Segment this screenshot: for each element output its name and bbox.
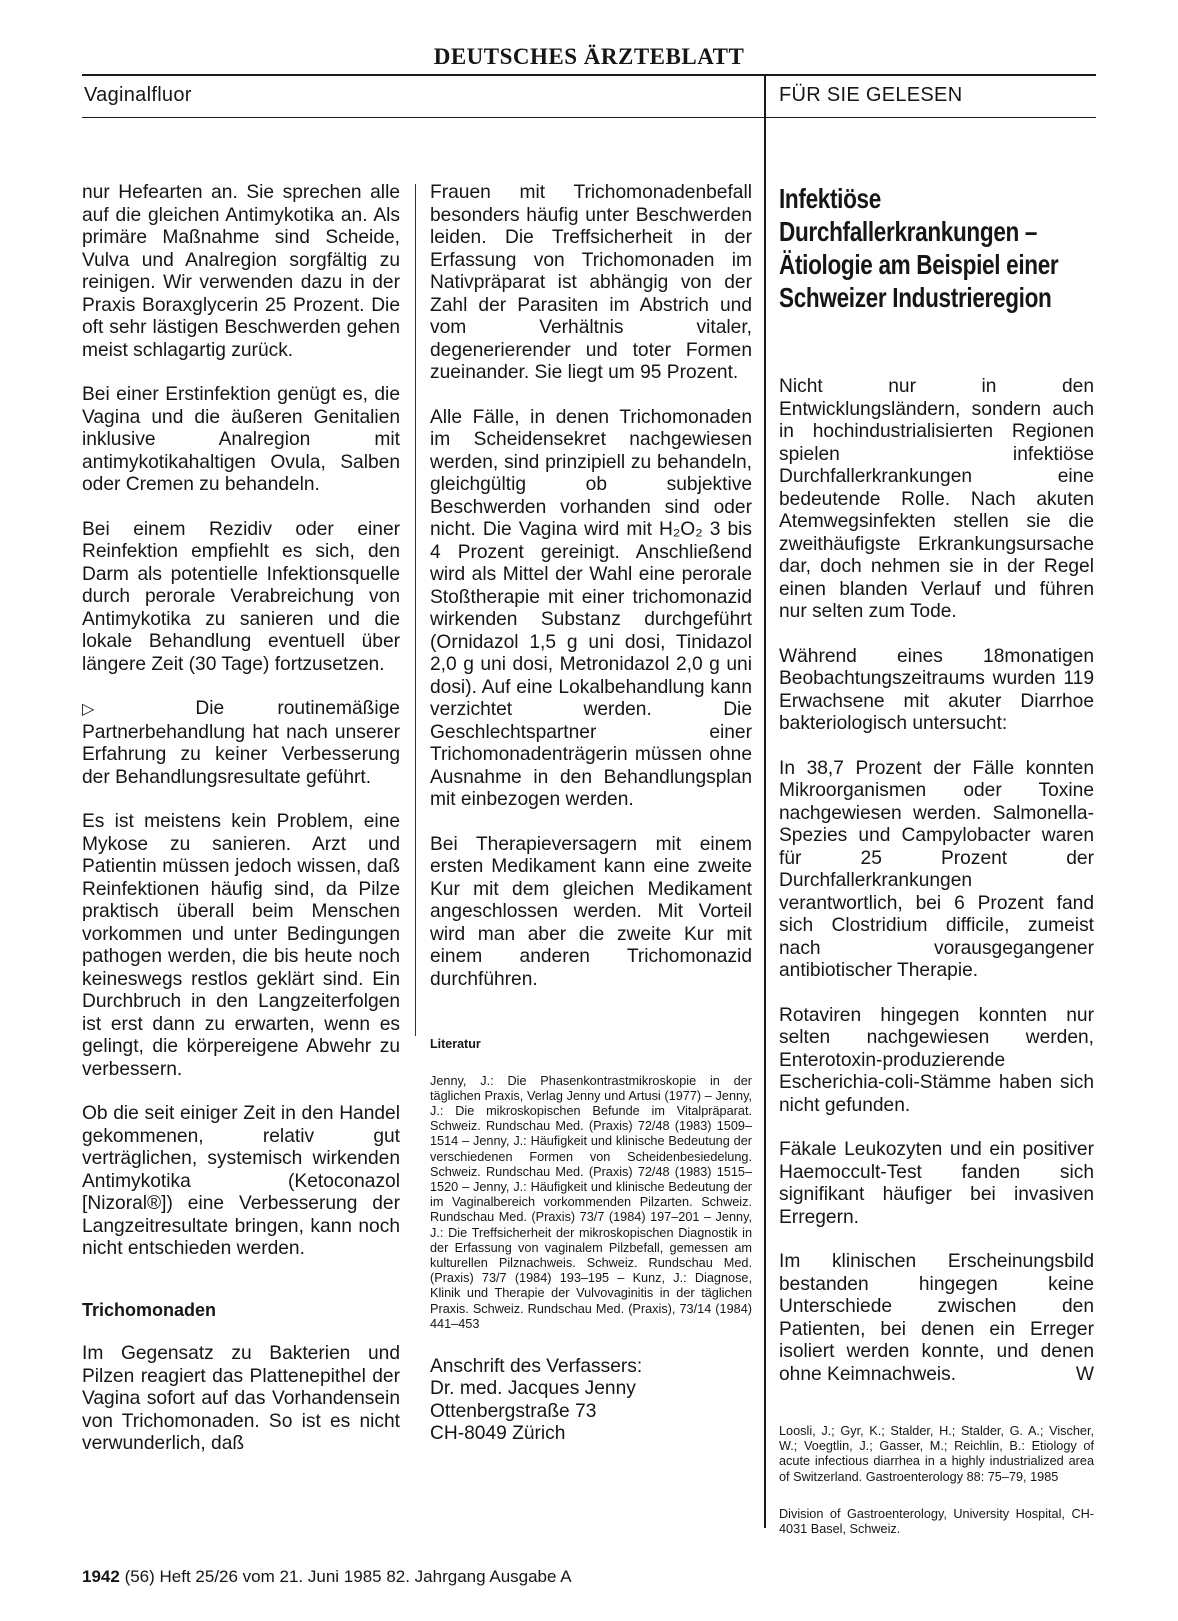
paragraph-text: 3 bis 4 Prozent gereinigt. Anschließend wird als Mittel der Wahl eine perorale Stoßtherapie mit einer trichomonazid wirkenden Substanz durchgeführt (Ornidazol 1,5 g uni dosi, Tinidazol 2,0 g uni dosi, Metronidazol 2,0 g uni dosi). Auf eine Lokalbehandlung kann verzichtet werden. Die Geschlechtspartner einer Trichomonadenträgerin müssen ohne Ausnahme in den Behandlungsplan mit einbezogen werden. [430, 519, 752, 810]
paragraph: nur Hefearten an. Sie sprechen alle auf die gleichen Antimykotika an. Als primäre Maßnahme sind Scheide, Vulva und Analregion sorgfältig zu reinigen. Wir verwenden dazu in der Praxis Boraxglycerin 25 Prozent. Die oft sehr lästigen Beschwerden gehen meist schlagartig zurück. [82, 182, 400, 361]
paragraph: Bei einer Erstinfektion genügt es, die Vagina und die äußeren Genitalien inklusive Analregion mit antimykotikahaltigen Ovula, Salben oder Cremen zu behandeln. [82, 384, 400, 495]
paragraph [779, 1251, 1094, 1386]
article-headline: Infektiöse Durchfallerkrankungen – Ätiologie am Beispiel einer Schweizer Industrieregion [779, 183, 1059, 313]
column-1 [82, 182, 400, 1478]
paragraph: In 38,7 Prozent der Fälle konnten Mikroorganismen oder Toxine nachgewiesen werden. Salmonella-Spezies und Campylobacter waren für 25 Prozent der Durchfallerkrankungen verantwortlich, bei 6 Prozent fand sich Clostridium difficile, zumeist nach vorausgegangener antibiotischer Therapie. [779, 757, 1094, 981]
literature-text: Jenny, J.: Die Phasenkontrastmikroskopie in der täglichen Praxis, Verlag Jenny und Artusi (1977) – Jenny, J.: Die mikroskopischen Befunde im Vitalpräparat. Schweiz. Rundschau Med. (Praxis) 72/48 (1983) 1509–1514 – Jenny, J.: Häufigkeit und klinische Bedeutung der verschiedenen Formen von Scheidenbesiedelung. Schweiz. Rundschau Med. (Praxis) 72/48 (1983) 1515–1520 – Jenny, J.: Häufigkeit und klinische Bedeutung der im Vaginalbereich vorkommenden Pilzarten. Schweiz. Rundschau Med. (Praxis) 73/7 (1984) 197–201 – Jenny, J.: Die Treffsicherheit der mikroskopischen Diagnostik in der Erfassung von vaginalem Pilzbefall, gemessen am kulturellen Pilznachweis. Schweiz. Rundschau Med. (Praxis) 73/7 (1984) 193–195 – Kunz, J.: Diagnose, Klinik und Therapie der Vulvovaginitis in der täglichen Praxis. Schweiz. Rundschau Med. (Praxis), 73/14 (1984) 441–453 [430, 1073, 752, 1331]
paragraph [430, 407, 752, 812]
triangle-bullet-icon: ▷ [82, 701, 143, 718]
address-line: CH-8049 Zürich [430, 1423, 566, 1445]
address-line: Anschrift des Verfassers: [430, 1355, 643, 1377]
paragraph: Fäkale Leukozyten und ein positiver Haemoccult-Test fanden sich signifikant häufiger bei invasiven Erregern. [779, 1139, 1094, 1228]
author-signature: W [1075, 1363, 1094, 1385]
paragraph: Nicht nur in den Entwicklungsländern, sondern auch in hochindustrialisierten Regionen spielen infektiöse Durchfallerkrankungen eine bedeutende Rolle. Nach akuten Atemwegsinfekten stellen sie die zweithäufigste Erkrankungsursache dar, doch nehmen sie in der Regel einen blanden Verlauf und führen nur selten zum Tode. [779, 376, 1094, 622]
paragraph: Rotaviren hingegen konnten nur selten nachgewiesen werden, Enterotoxin-produzierende Escherichia-coli-Stämme haben sich nicht gefunden. [779, 1004, 1094, 1116]
column-divider-main [764, 76, 766, 1528]
literature-heading: Literatur [430, 1037, 481, 1051]
paragraph: Bei Therapieversagern mit einem ersten Medikament kann eine zweite Kur mit dem gleichen Medikament angeschlossen werden. Mit Vorteil wird man aber die zweite Kur mit einem anderen Trichomonazid durchführen. [430, 833, 752, 990]
paragraph-bullet [82, 698, 400, 789]
author-address [430, 1356, 752, 1446]
page-footer [82, 1567, 572, 1587]
formula: H₂O₂ [659, 519, 703, 540]
column-3 [779, 182, 1094, 1559]
masthead-rule [82, 74, 1096, 76]
paragraph-text: Im klinischen Erscheinungsbild bestanden hingegen keine Unterschiede zwischen den Patienten, bei denen ein Erreger isoliert werden konnte, und denen ohne Keimnachweis. [779, 1251, 1094, 1385]
paragraph-text: Die routinemäßige Partnerbehandlung hat nach unserer Erfahrung zu keiner Verbesserung der Behandlungsresultate geführt. [82, 698, 400, 788]
subheading: Trichomonaden [82, 1299, 217, 1320]
address-line: Dr. med. Jacques Jenny [430, 1378, 636, 1400]
issue-info: (56) Heft 25/26 vom 21. Juni 1985 82. Jahrgang Ausgabe A [124, 1567, 572, 1586]
paragraph: Während eines 18monatigen Beobachtungszeitraums wurden 119 Erwachsene mit akuter Diarrhoe bakteriologisch untersucht: [779, 645, 1094, 734]
masthead: DEUTSCHES ÄRZTEBLATT [433, 44, 745, 69]
reference-text: Loosli, J.; Gyr, K.; Stalder, H.; Stalder, G. A.; Vischer, W.; Voegtlin, J.; Gasser, M.; Reichlin, B.: Etiology of acute infectious diarrhea in a highly industrialized area of Switzerland. Gastroenterology 88: 75–79, 1985 [779, 1424, 1094, 1484]
affiliation-text: Division of Gastroenterology, University Hospital, CH-4031 Basel, Schweiz. [779, 1506, 1094, 1537]
address-line: Ottenbergstraße 73 [430, 1400, 597, 1422]
paragraph: Ob die seit einiger Zeit in den Handel gekommenen, relativ gut verträglichen, systemisch wirkenden Antimykotika (Ketoconazol [Nizoral®]) eine Verbesserung der Langzeitresultate bringen, kann noch nicht entschieden werden. [82, 1103, 400, 1259]
section-rule [82, 117, 1096, 118]
column-divider [415, 184, 416, 1036]
paragraph: Im Gegensatz zu Bakterien und Pilzen reagiert das Plattenepithel der Vagina sofort auf das Vorhandensein von Trichomonaden. So ist es nicht verwunderlich, daß [82, 1343, 400, 1454]
column-2 [430, 182, 752, 1446]
section-label-left: Vaginalfluor [84, 84, 192, 106]
paragraph: Frauen mit Trichomonadenbefall besonders häufig unter Beschwerden leiden. Die Treffsicherheit in der Erfassung von Trichomonaden im Nativpräparat ist abhängig von der Zahl der Parasiten im Abstrich und vom Verhältnis vitaler, degenerierender und toter Formen zueinander. Sie liegt um 95 Prozent. [430, 182, 752, 383]
section-label-right: FÜR SIE GELESEN [779, 84, 963, 106]
paragraph: Es ist meistens kein Problem, eine Mykose zu sanieren. Arzt und Patientin müssen jedoch wissen, daß Reinfektionen häufig sind, da Pilze praktisch überall beim Menschen vorkommen und unter Bedingungen pathogen werden, die bis heute noch keineswegs restlos geklärt sind. Ein Durchbruch in den Langzeiterfolgen ist erst dann zu erwarten, wenn es gelingt, die körpereigene Abwehr zu verbessern. [82, 811, 400, 1080]
page-number: 1942 [82, 1567, 120, 1586]
paragraph-text: Alle Fälle, in denen Trichomonaden im Scheidensekret nachgewiesen werden, sind prinzipiell zu behandeln, gleichgültig ob subjektive Beschwerden vorhanden sind oder nicht. Die Vagina wird mit [430, 406, 752, 540]
paragraph: Bei einem Rezidiv oder einer Reinfektion empfiehlt es sich, den Darm als potentielle Infektionsquelle durch perorale Verabreichung von Antimykotika zu sanieren und die lokale Behandlung eventuell über längere Zeit (30 Tage) fortzusetzen. [82, 518, 400, 675]
